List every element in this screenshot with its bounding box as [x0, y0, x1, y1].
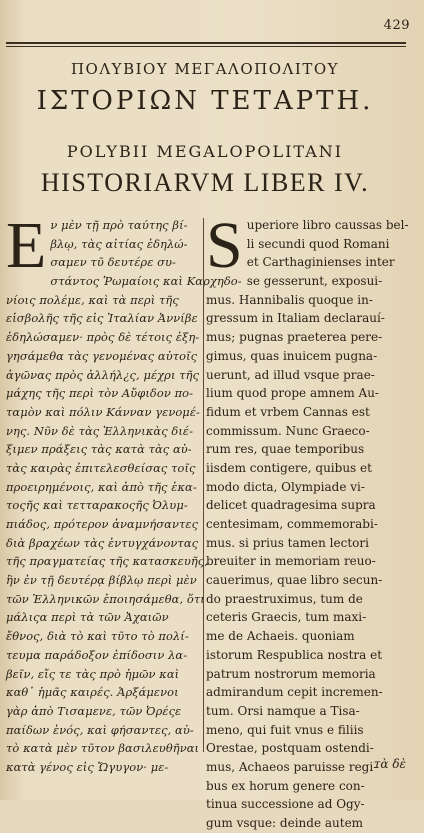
text-line: fidum et vrbem Cannas est — [206, 404, 370, 419]
text-line: τὰς καιρὰς ἐπιτελεσθείσας τοῖς — [6, 460, 196, 475]
text-line: πιάδος, πρότερον ἀναμνήσαντες — [6, 517, 199, 531]
text-line: σαμεν τῦ δευτέρε συ- — [50, 255, 176, 270]
text-line: τὸ κατὰ μὲν τῦτον βασιλευθῆναι — [6, 741, 200, 756]
greek-text-column — [6, 209, 242, 777]
text-line: modo dicta, Olympiade vi- — [206, 479, 365, 494]
text-line: μάλιςα περὶ τὰ τῶν Ἀχαιῶν — [6, 610, 169, 625]
text-line: istorum Respublica nostra et — [206, 647, 383, 662]
latin-author-heading: POLYBII MEGALOPOLITANI — [66, 142, 344, 161]
text-line: bus ex horum genere con- — [206, 778, 365, 793]
text-line: βεῖν, εἴς τε τὰς πρὸ ἡμῶν καὶ — [6, 666, 180, 681]
text-line: do praestruximus, tum de — [206, 591, 363, 606]
text-line: κατὰ γένος εἰς Ὤγυγον· με- — [6, 759, 169, 774]
text-line: iisdem contigere, quibus et — [206, 460, 372, 475]
greek-title-heading: ΙΣΤΟΡΙΩΝ ΤΕΤΑΡΤΗ. — [36, 86, 374, 116]
latin-title-heading: HISTORIARVM LIBER IV. — [40, 168, 370, 197]
text-line: me de Achaeis. quoniam — [206, 629, 355, 644]
text-line: uerunt, ad illud vsque prae- — [206, 367, 375, 382]
text-line: mus, Achaeos paruisse regi- — [206, 759, 378, 774]
latin-text-column — [206, 209, 412, 833]
text-line: ἔθνος, διὰ τὸ καὶ τῦτο τὸ πολί- — [6, 629, 189, 644]
text-line: γησάμεθα τὰς γενομένας αὐτοῖς — [6, 348, 198, 363]
text-line: ceteris Graecis, tum maxi- — [206, 610, 367, 625]
text-line: commissum. Nunc Graeco- — [206, 423, 370, 438]
text-line: βλῳ, τὰς αἰτίας ἐδηλώ- — [50, 236, 188, 251]
text-line: centesimam, commemorabi- — [206, 517, 378, 531]
text-line: tum. Orsi namque a Tisa- — [206, 703, 360, 718]
page-number: 429 — [383, 18, 410, 33]
text-line: delicet quadragesima supra — [206, 498, 376, 513]
text-line: breuiter in memoriam reuo- — [206, 554, 376, 569]
text-line: ἣν ἐν τῇ δευτέρᾳ βίβλῳ περὶ μὲν — [6, 573, 197, 588]
text-line: παίδων ἑνός, καὶ φήσαντες, αὐ- — [6, 722, 194, 737]
text-line: patrum nostrorum memoria — [206, 666, 376, 681]
text-line: τοςῆς καὶ τετταρακοςῆς Ὀλυμ- — [6, 498, 188, 513]
text-line: γὰρ ἀπὸ Τισαμενε, τῶν Ὀρέςε — [6, 703, 182, 718]
text-line: mus. si prius tamen lectori — [206, 535, 369, 550]
text-line: διὰ βραχέων τὰς ἐντυγχάνοντας — [6, 535, 199, 550]
text-line: τευμα παράδοξον ἐπίδοσιν λα- — [6, 647, 188, 662]
text-line: gressum in Italiam declarauí- — [206, 311, 385, 326]
catchword: τὰ δὲ — [373, 757, 406, 771]
text-line: τῶν Ἑλληνικῶν ἐποιησάμεθα, ὅτι — [6, 591, 205, 606]
text-line: et Carthaginienses inter — [246, 255, 395, 270]
text-line: στάντος Ῥωμαίοις καὶ Καρχηδο- — [50, 274, 242, 289]
text-line: ἀγῶνας πρὸς ἀλλήλ¿ς, μέχρι τῆς — [6, 367, 200, 382]
text-line: μάχης τῆς περὶ τὸν Αὔφιδον πο- — [6, 386, 194, 401]
header-rule-thick — [6, 42, 406, 44]
greek-dropcap: Ε — [6, 209, 47, 282]
text-line: νης. Νῦν δὲ τὰς Ἑλληνικὰς διέ- — [6, 423, 194, 438]
text-line: ξιμεν πράξεις τὰς κατὰ τὰς αὐ- — [6, 442, 192, 457]
text-line: νίοις πολέμε, καὶ τὰ περὶ τῆς — [6, 292, 179, 307]
text-line: uperiore libro caussas bel- — [246, 218, 409, 232]
text-line: li secundi quod Romani — [246, 236, 390, 251]
text-line: mus. Hannibalis quoque in- — [206, 292, 373, 307]
text-line: lium quod prope amnem Au- — [206, 386, 379, 401]
text-line: cauerimus, quae libro secun- — [206, 573, 383, 588]
text-line: gimus, quas inuicem pugna- — [206, 348, 378, 363]
text-line: se gesserunt, exposui- — [246, 274, 383, 289]
text-line: καθ᾽ ἡμᾶς καιρές. Ἀρξάμενοι — [6, 685, 179, 700]
text-line: Orestae, postquam ostendi- — [206, 741, 374, 756]
text-line: admirandum cepit incremen- — [206, 685, 383, 700]
text-line: meno, qui fuit vnus e filiis — [206, 722, 364, 737]
greek-author-heading: ΠΟΛΥΒΙΟΥ ΜΕΓΑΛΟΠΟΛΙΤΟΥ — [70, 60, 340, 78]
text-line: gum vsque: deinde autem — [206, 816, 364, 830]
text-line: ν μὲν τῇ πρὸ ταύτης βί- — [50, 218, 188, 232]
text-line: τῆς πραγματείας τῆς κατασκευῆς, — [6, 554, 208, 569]
text-line: mus; pugnas praeterea pere- — [206, 330, 383, 345]
header-rule-thin — [6, 46, 406, 47]
text-line: rum res, quae temporibus — [206, 442, 365, 457]
text-line: tinua successione ad Ogy- — [206, 797, 365, 812]
text-line: εἰσβολῆς τῆς εἰς Ἰταλίαν Ἀννίβε — [6, 311, 198, 326]
text-line: ἐδηλώσαμεν· πρὸς δὲ τέτοις ἐξη- — [6, 330, 200, 345]
text-line: προειρημένοις, καὶ ἀπὸ τῆς ἑκα- — [6, 479, 197, 494]
column-divider — [203, 218, 204, 752]
latin-dropcap: S — [206, 209, 243, 282]
text-line: ταμὸν καὶ πόλιν Κάνναν γενομέ- — [6, 404, 200, 419]
